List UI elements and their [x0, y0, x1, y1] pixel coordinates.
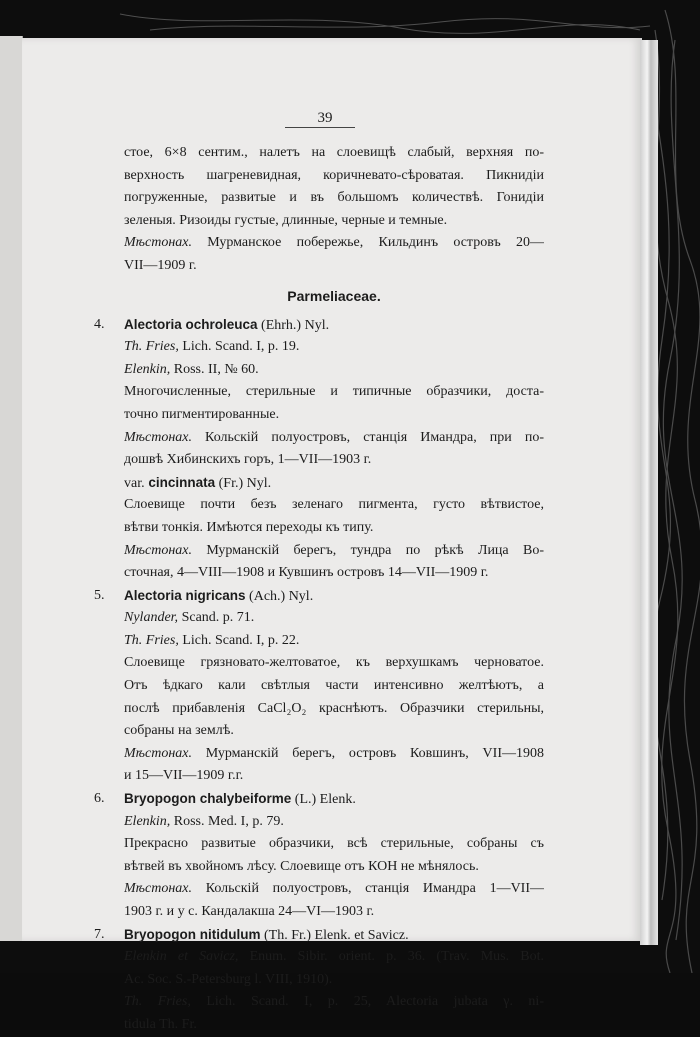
page-text: [94, 142, 544, 1037]
species-author: (Th. Fr.) Elenk. et Savicz.: [260, 927, 409, 943]
reference-author: Elenkin et Savicz,: [124, 949, 239, 965]
reference-text: tidula Th. Fr.: [124, 1016, 197, 1032]
text-line: погруженные, развитые и въ большомъ количествѣ. Гонидіи: [124, 190, 544, 206]
reference-line: [124, 607, 544, 630]
page-edges: [640, 40, 658, 945]
reference-line: [124, 946, 544, 969]
description-line: Многочисленные, стерильные и типичные образчики, доста-: [124, 384, 544, 400]
reference-line: [124, 630, 544, 653]
species-entry: [94, 585, 544, 788]
family-heading: Parmeliaceae.: [287, 287, 381, 304]
species-entry: [94, 314, 544, 585]
locality-line: [124, 540, 544, 563]
reference-text: Lich. Scand. I, p. 19.: [178, 339, 300, 355]
locality-label: Мѣстонах.: [124, 542, 192, 558]
locality-text: Мурманскій берегъ, островъ Ковшинъ, VII—1908: [191, 745, 544, 761]
page-number-rule: [285, 127, 355, 128]
locality-line: [124, 878, 544, 901]
reference-author: Nylander,: [124, 610, 179, 626]
reference-author: Th. Fries,: [124, 339, 179, 355]
description-line: послѣ прибавленія CaCl₂O₂ краснѣютъ. Образчики стерильны,: [124, 700, 544, 716]
entry-number: 5.: [94, 587, 105, 603]
reference-line: [124, 811, 544, 834]
species-name: Alectoria nigricans: [124, 587, 246, 603]
species-author: (Ehrh.) Nyl.: [257, 317, 330, 333]
reference-author: Th. Fries,: [124, 994, 191, 1010]
description-line: вѣтвей въ хвойномъ лѣсу. Слоевище отъ КОН не мѣнялось.: [124, 858, 479, 874]
locality-line: [124, 743, 544, 766]
reference-author: Th. Fries,: [124, 632, 179, 648]
text-line: верхность шагреневидная, коричневато-сѣроватая. Пикнидіи: [124, 167, 544, 183]
locality-text: Кольскій полуостровъ, станція Имандра, при по-: [191, 429, 544, 445]
continuation-block: [124, 142, 544, 278]
species-name: Alectoria ochroleuca: [124, 316, 258, 332]
text-line: стое, 6×8 сентим., налетъ на слоевищѣ слабый, верхняя по-: [124, 145, 544, 160]
left-page-edge: [0, 36, 23, 941]
species-entry: [94, 788, 544, 924]
entry-number: 7.: [94, 926, 105, 942]
reference-author: Elenkin,: [124, 361, 171, 377]
species-line: [124, 314, 544, 337]
locality-text: Кольскій полуостровъ, станція Имандра 1—VII—: [191, 881, 544, 897]
description-line: Слоевище почти безъ зеленаго пигмента, густо вѣтвистое,: [124, 497, 544, 513]
species-line: [124, 924, 544, 947]
description-line: собраны на землѣ.: [124, 723, 234, 739]
species-author: (L.) Elenk.: [291, 792, 356, 808]
locality-line: 1903 г. и у с. Кандалакша 24—VI—1903 г.: [124, 904, 375, 919]
variety-author: (Fr.) Nyl.: [215, 475, 272, 491]
species-line: [124, 585, 544, 608]
species-line: [124, 788, 544, 811]
locality-label: Мѣстонах.: [124, 745, 192, 761]
entry-number: 6.: [94, 791, 105, 807]
variety-prefix: var.: [124, 475, 145, 491]
reference-line: [124, 336, 544, 359]
locality-text: Мурманское побережье, Кильдинъ островъ 20—: [191, 235, 544, 251]
species-author: (Ach.) Nyl.: [245, 588, 314, 604]
reference-text: Ross. II, № 60.: [170, 361, 259, 377]
locality-line: дошвѣ Хибинскихъ горъ, 1—VII—1903 г.: [124, 452, 372, 468]
locality-line: и 15—VII—1909 г.г.: [124, 768, 244, 784]
locality-label: Мѣстонах.: [124, 429, 192, 445]
text-line: зеленыя. Ризоиды густые, длинные, черные и темные.: [124, 212, 448, 228]
description-line: Слоевище грязновато-желтоватое, къ верхушкамъ черноватое.: [124, 655, 544, 671]
locality-line: [124, 427, 544, 450]
locality-label: Мѣстонах.: [124, 235, 192, 251]
reference-text: Enum. Sibir. orient. p. 36. (Trav. Mus. Bot.: [238, 949, 544, 965]
locality-line: VII—1909 г.: [124, 257, 197, 273]
page-number: 39: [317, 110, 333, 126]
reference-line: [124, 969, 544, 992]
description-line: Прекрасно развитые образчики, всѣ стерильные, собраны съ: [124, 836, 544, 852]
variety-name: cincinnata: [144, 474, 216, 490]
reference-text: Ross. Med. I, p. 79.: [170, 813, 284, 829]
species-name: Bryopogon chalybeiforme: [124, 791, 292, 807]
reference-text: Ac. Soc. S.-Petersburg l. VIII, 1910).: [124, 971, 333, 987]
locality-text: Мурманскій берегъ, тундра по рѣкѣ Лица Во-: [191, 542, 544, 558]
entry-number: 4.: [94, 316, 105, 332]
reference-line: [124, 991, 544, 1014]
description-line: точно пигментированные.: [124, 406, 280, 422]
variety-line: [124, 472, 544, 495]
locality-line: сточная, 4—VIII—1908 и Кувшинъ островъ 14—VII—1909 г.: [124, 565, 489, 581]
locality-label: Мѣстонах.: [124, 881, 192, 897]
reference-author: Elenkin,: [124, 813, 171, 829]
species-name: Bryopogon nitidulum: [124, 926, 261, 942]
species-entry: [94, 924, 544, 1037]
description-line: Отъ ѣдкаго кали свѣтлыя части интенсивно желтѣютъ, а: [124, 678, 544, 694]
reference-line: [124, 1014, 544, 1037]
reference-line: [124, 359, 544, 382]
locality-line: [124, 232, 544, 255]
description-line: вѣтви тонкія. Имѣются переходы къ типу.: [124, 519, 374, 535]
reference-text: Lich. Scand. I, p. 22.: [178, 632, 300, 648]
reference-text: Lich. Scand. I, p. 25, Alectoria jubata γ. ni-: [190, 994, 544, 1010]
reference-text: Scand. p. 71.: [178, 610, 255, 626]
